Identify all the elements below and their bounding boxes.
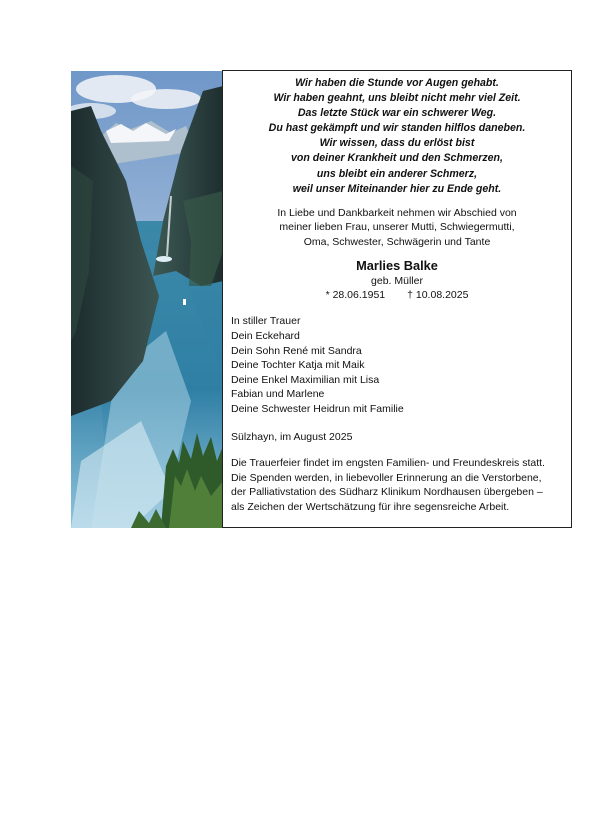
- place-and-date: Sülzhayn, im August 2025: [231, 430, 353, 443]
- intro-line: meiner lieben Frau, unserer Mutti, Schwiegermutti,: [279, 221, 515, 234]
- obituary-card: [222, 70, 572, 528]
- intro-line: Oma, Schwester, Schwägerin und Tante: [303, 235, 491, 248]
- note-line: Die Spenden werden, in liebevoller Erinnerung an die Verstorbene,: [231, 471, 542, 484]
- mourners-list: [231, 314, 571, 416]
- list-item: Dein Eckehard: [231, 329, 300, 342]
- poem-line: Du hast gekämpft und wir standen hilflos daneben.: [268, 122, 526, 135]
- list-item: Deine Tochter Katja mit Maik: [231, 359, 365, 372]
- list-item: Fabian und Marlene: [231, 388, 325, 401]
- funeral-note: [231, 456, 565, 514]
- poem-line: Wir haben geahnt, uns bleibt nicht mehr viel Zeit.: [273, 92, 521, 105]
- poem-line: Wir wissen, dass du erlöst bist: [319, 137, 475, 150]
- poem-line: Das letzte Stück war ein schwerer Weg.: [297, 107, 497, 120]
- landscape-icon: [71, 71, 223, 528]
- intro-line: In Liebe und Dankbarkeit nehmen wir Abschied von: [277, 206, 517, 219]
- farewell-intro: [223, 206, 571, 250]
- list-item: In stiller Trauer: [231, 315, 301, 328]
- note-line: der Palliativstation des Südharz Klinikum Nordhausen übergeben –: [231, 486, 543, 499]
- list-item: Deine Schwester Heidrun mit Familie: [231, 402, 404, 415]
- fjord-landscape-photo: [71, 71, 223, 528]
- list-item: Deine Enkel Maximilian mit Lisa: [231, 373, 380, 386]
- list-item: Dein Sohn René mit Sandra: [231, 344, 362, 357]
- deceased-name: Marlies Balke: [356, 257, 438, 273]
- poem-line: uns bleibt ein anderer Schmerz,: [316, 167, 478, 180]
- poem-line: weil unser Miteinander hier zu Ende geht.: [292, 182, 502, 195]
- death-date: † 10.08.2025: [407, 288, 469, 301]
- life-dates: [223, 288, 571, 302]
- note-line: als Zeichen der Wertschätzung für ihre segensreiche Arbeit.: [231, 500, 510, 513]
- note-line: Die Trauerfeier findet im engsten Familien- und Freundeskreis statt.: [231, 457, 545, 470]
- birth-date: * 28.06.1951: [325, 288, 386, 301]
- poem-line: Wir haben die Stunde vor Augen gehabt.: [295, 77, 499, 89]
- birth-name: geb. Müller: [371, 274, 423, 287]
- poem-line: von deiner Krankheit und den Schmerzen,: [291, 152, 503, 165]
- poem: [223, 76, 571, 197]
